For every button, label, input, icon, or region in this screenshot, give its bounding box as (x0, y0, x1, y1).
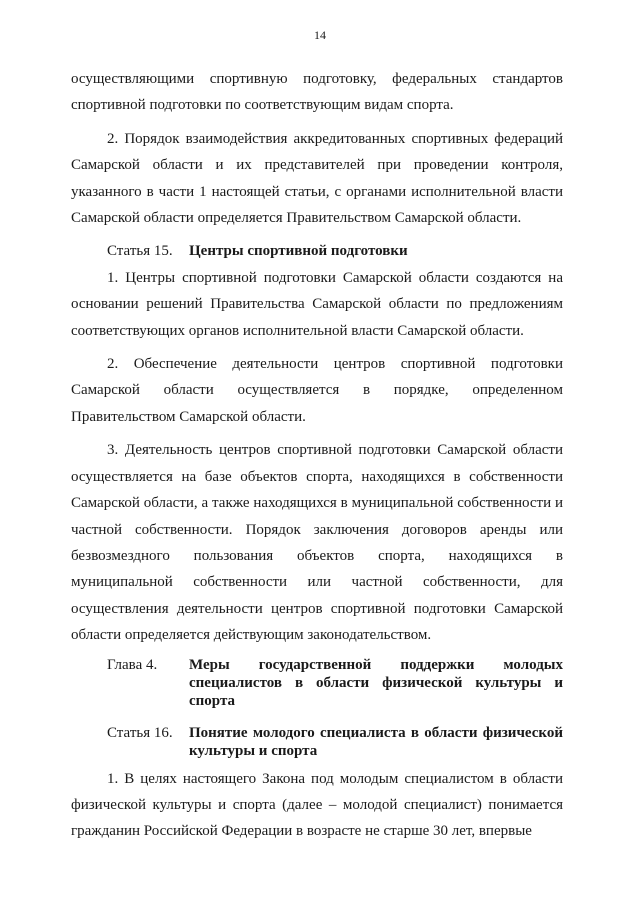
article-label: Статья 16. (107, 724, 173, 741)
paragraph: 2. Обеспечение деятельности центров спортивной подготовки Самарской области осуществляется в порядке, определенном Правительством Самарской области. (71, 356, 563, 425)
article-title: Понятие молодого специалиста в области физической культуры и спорта (189, 724, 563, 759)
paragraph: 3. Деятельность центров спортивной подготовки Самарской области осуществляется на базе объектов спорта, находящихся в собственности Самарской области, а также находящихся в муниципальной собственности и частной собственности. Порядок заключения договоров аренды или безвозмездного пользования объектов спорта, находящихся в муниципальной собственности или частной собственности, для осуществления деятельности центров спортивной подготовки Самарской области определяется действующим законодательством. (71, 442, 563, 644)
paragraph: 1. В целях настоящего Закона под молодым специалистом в области физической культуры и спорта (далее – молодой специалист) понимается гражданин Российской Федерации в возрасте не старше 30 лет, впервые (71, 770, 563, 840)
article-16-heading (71, 724, 563, 760)
document-body (71, 66, 563, 845)
chapter-label: Глава 4. (107, 656, 158, 673)
page-number: 14 (314, 28, 326, 42)
article-title: Центры спортивной подготовки (189, 243, 408, 260)
chapter-4-heading (71, 656, 563, 710)
article-label: Статья 15. (107, 243, 173, 260)
paragraph: 1. Центры спортивной подготовки Самарской области создаются на основании решений Правительства Самарской области по предложениям соответствующих органов исполнительной власти Самарской области. (71, 269, 563, 339)
chapter-title: Меры государственной поддержки молодых специалистов в области физической культуры и спорта (189, 656, 563, 709)
paragraph-continuation: осуществляющими спортивную подготовку, федеральных стандартов спортивной подготовки по соответствующим видам спорта. (71, 71, 563, 114)
paragraph: 2. Порядок взаимодействия аккредитованных спортивных федераций Самарской области и их представителей при проведении контроля, указанного в части 1 настоящей статьи, с органами исполнительной власти Самарской области определяется Правительством Самарской области. (71, 130, 563, 227)
article-15-heading (71, 238, 563, 264)
